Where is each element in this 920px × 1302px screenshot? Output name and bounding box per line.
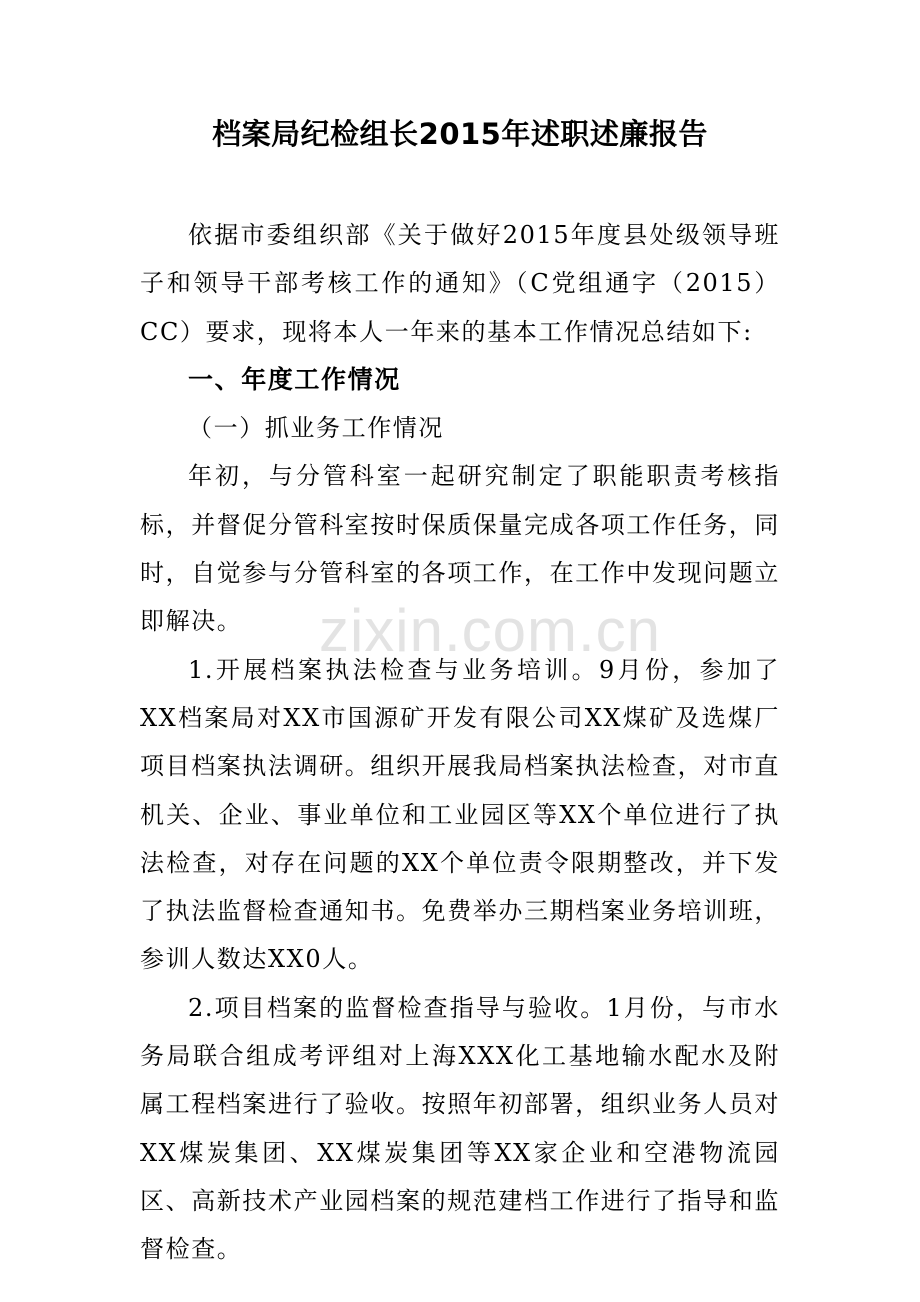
section-heading: 一、年度工作情况 (188, 364, 401, 394)
document-body (140, 211, 780, 1274)
list-item: 1.开展档案执法检查与业务培训。9月份，参加了XX档案局对XX市国源矿开发有限公司XX煤矿及选煤厂项目档案执法调研。组织开展我局档案执法检查，对市直机关、企业、事业单位和工业园区等XX个单位进行了执法检查，对存在问题的XX个单位责令限期整改，并下发了执法监督检查通知书。免费举办三期档案业务培训班，参训人数达XX0人。 (140, 655, 780, 974)
list-item: 2.项目档案的监督检查指导与验收。1月份，与市水务局联合组成考评组对上海XXX化工基地输水配水及附属工程档案进行了验收。按照年初部署，组织业务人员对XX煤炭集团、XX煤炭集团等XX家企业和空港物流园区、高新技术产业园档案的规范建档工作进行了指导和监督检查。 (140, 993, 780, 1264)
document-title: 档案局纪检组长2015年述职述廉报告 (212, 117, 708, 151)
paragraph: 年初，与分管科室一起研究制定了职能职责考核指标，并督促分管科室按时保质保量完成各项工作任务，同时，自觉参与分管科室的各项工作，在工作中发现问题立即解决。 (140, 462, 780, 636)
intro-paragraph: 依据市委组织部《关于做好2015年度县处级领导班子和领导干部考核工作的通知》（C党组通字（2015）CC）要求，现将本人一年来的基本工作情况总结如下: (140, 221, 780, 346)
watermark: zixin.com.cn (318, 597, 662, 664)
subsection-heading: （一）抓业务工作情况 (188, 414, 444, 443)
